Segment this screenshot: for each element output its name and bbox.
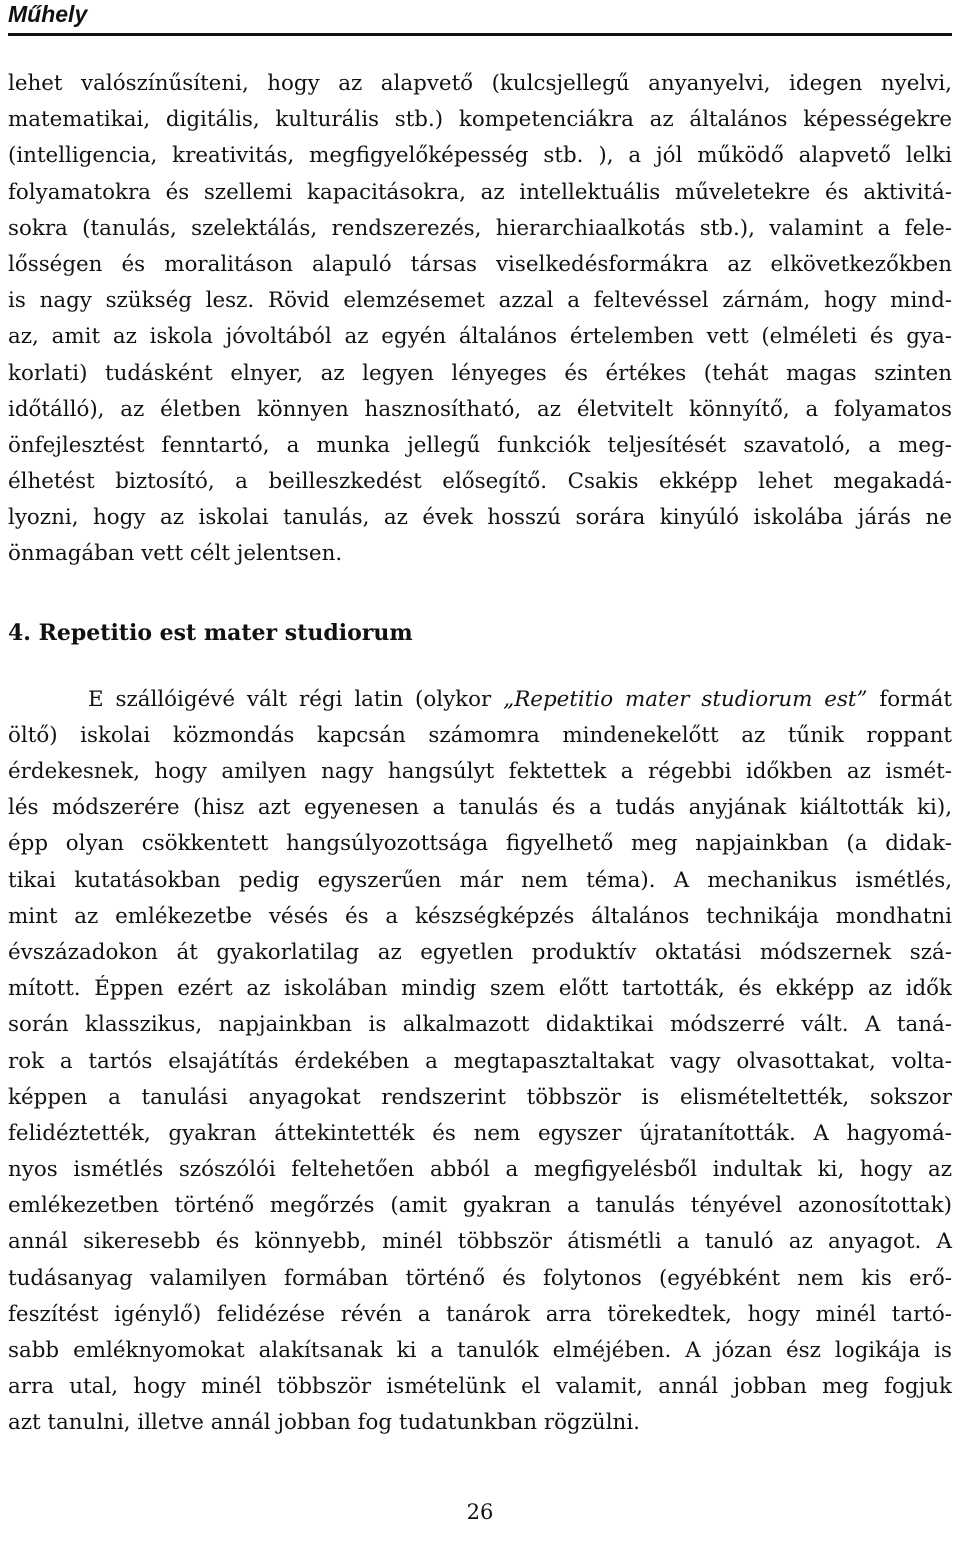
paragraph-line: élhetést biztosító, a beilleszkedést elősegítő. Csakis ekképp lehet megakadá- <box>8 469 952 495</box>
paragraph-line: évszázadokon át gyakorlatilag az egyetlen produktív oktatási módszernek szá- <box>8 939 952 965</box>
paragraph-line: lés módszerére (hisz azt egyenesen a tanulás és a tudás anyjának kiáltották ki), <box>8 795 952 821</box>
page-body <box>8 66 952 1442</box>
paragraph-line: lyozni, hogy az iskolai tanulás, az évek hosszú sorára kinyúló iskolába járás ne <box>8 505 952 531</box>
paragraph-line: sokra (tanulás, szelektálás, rendszerezés, hierarchiaalkotás stb.), valamint a fele- <box>8 215 952 241</box>
paragraph-line: emlékezetben történő megőrzés (amit gyakran a tanulás tényével azonosítottak) <box>8 1193 952 1219</box>
paragraph-line: rok a tartós elsajátítás érdekében a megtapasztaltakat vagy olvasottakat, volta- <box>8 1048 952 1074</box>
running-header <box>8 0 952 38</box>
paragraph-line: során klasszikus, napjainkban is alkalmazott didaktikai módszerré vált. A taná- <box>8 1012 952 1038</box>
page-number: 26 <box>466 1500 494 1524</box>
paragraph-line: öltő) iskolai közmondás kapcsán számomra mindenekelőtt az tűnik roppant <box>8 722 952 748</box>
paragraph-line: lősségen és moralitáson alapuló társas viselkedésformákra az elkövetkezőkben <box>8 251 952 277</box>
paragraph-line: azt tanulni, illetve annál jobban fog tudatunkban rögzülni. <box>8 1410 640 1436</box>
paragraph-line: lehet valószínűsíteni, hogy az alapvető (kulcsjellegű anyanyelvi, idegen nyelvi, <box>8 71 952 96</box>
paragraph-line: sabb emléknyomokat alakítsanak ki a tanulók elméjében. A józan ész logikája is <box>8 1338 952 1363</box>
paragraph-line: önmagában vett célt jelentsen. <box>8 541 343 567</box>
paragraph-line: mint az emlékezetbe vésés és a készségképzés általános technikája mondhatni <box>8 903 952 929</box>
paragraph-line: korlati) tudásként elnyer, az legyen lényeges és értékes (tehát magas szinten <box>8 360 952 386</box>
header-title: Műhely <box>8 1 88 27</box>
paragraph-line: annál sikeresebb és könnyebb, minél többször átismétli a tanuló az anyagot. A <box>8 1229 952 1255</box>
paragraph-line: folyamatokra és szellemi kapacitásokra, az intellektuális műveletekre és aktivitá- <box>8 179 952 205</box>
paragraph-line: mított. Éppen ezért az iskolában mindig szem előtt tartották, és ekképp az idők <box>8 976 952 1002</box>
paragraph-line: is nagy szükség lesz. Rövid elemzésemet azzal a feltevéssel zárnám, hogy mind- <box>8 288 952 314</box>
header-rule <box>8 33 952 36</box>
paragraph-line: az, amit az iskola jóvoltából az egyén általános értelemben vett (elméleti és gya- <box>8 324 952 350</box>
paragraph-line: (intelligencia, kreativitás, megfigyelőképesség stb. ), a jól működő alapvető lelki <box>8 143 952 169</box>
paragraph-line: felidéztették, gyakran áttekintették és nem egyszer újratanították. A hagyomá- <box>8 1120 952 1146</box>
first-line-text-end: formát <box>867 686 953 712</box>
latin-quote: „Repetitio mater studiorum est” <box>503 686 868 712</box>
paragraph-line: tikai kutatásokban pedig egyszerűen már nem téma). A mechanikus ismétlés, <box>8 867 952 893</box>
paragraph-line: nyos ismétlés szószólói feltehetően abból a megfigyelésből indultak ki, hogy az <box>8 1157 952 1183</box>
paragraph-line: tudásanyag valamilyen formában történő és folytonos (egyébként nem kis erő- <box>8 1265 952 1291</box>
paragraph-line: épp olyan csökkentett hangsúlyozottsága figyelhető meg napjainkban (a didak- <box>8 831 952 857</box>
paragraph-line: önfejlesztést fenntartó, a munka jellegű funkciók teljesítését szavatoló, a meg- <box>8 432 952 458</box>
paragraph-line: időtálló), az életben könnyen hasznosítható, az életvitelt könnyítő, a folyamatos <box>8 396 952 422</box>
paragraph-line: érdekesnek, hogy amilyen nagy hangsúlyt fektettek a régebbi időkben az ismét- <box>8 759 952 784</box>
paragraph-line: feszítést igénylő) felidézése révén a tanárok arra törekedtek, hogy minél tartó- <box>8 1301 952 1327</box>
paragraph-line <box>8 682 952 718</box>
paragraph-line: képpen a tanulási anyagokat rendszerint többször is elismételtették, sokszor <box>8 1084 952 1110</box>
section-heading: 4. Repetitio est mater studiorum <box>8 619 413 646</box>
paragraph-1 <box>8 66 952 573</box>
paragraph-line: matematikai, digitális, kulturális stb.) kompetenciákra az általános képességekre <box>8 107 952 133</box>
first-line-text: E szállóigévé vált régi latin (olykor <box>88 686 504 712</box>
paragraph-line: arra utal, hogy minél többször ismételünk el valamit, annál jobban meg fogjuk <box>8 1374 952 1400</box>
paragraph-2 <box>8 682 952 1442</box>
